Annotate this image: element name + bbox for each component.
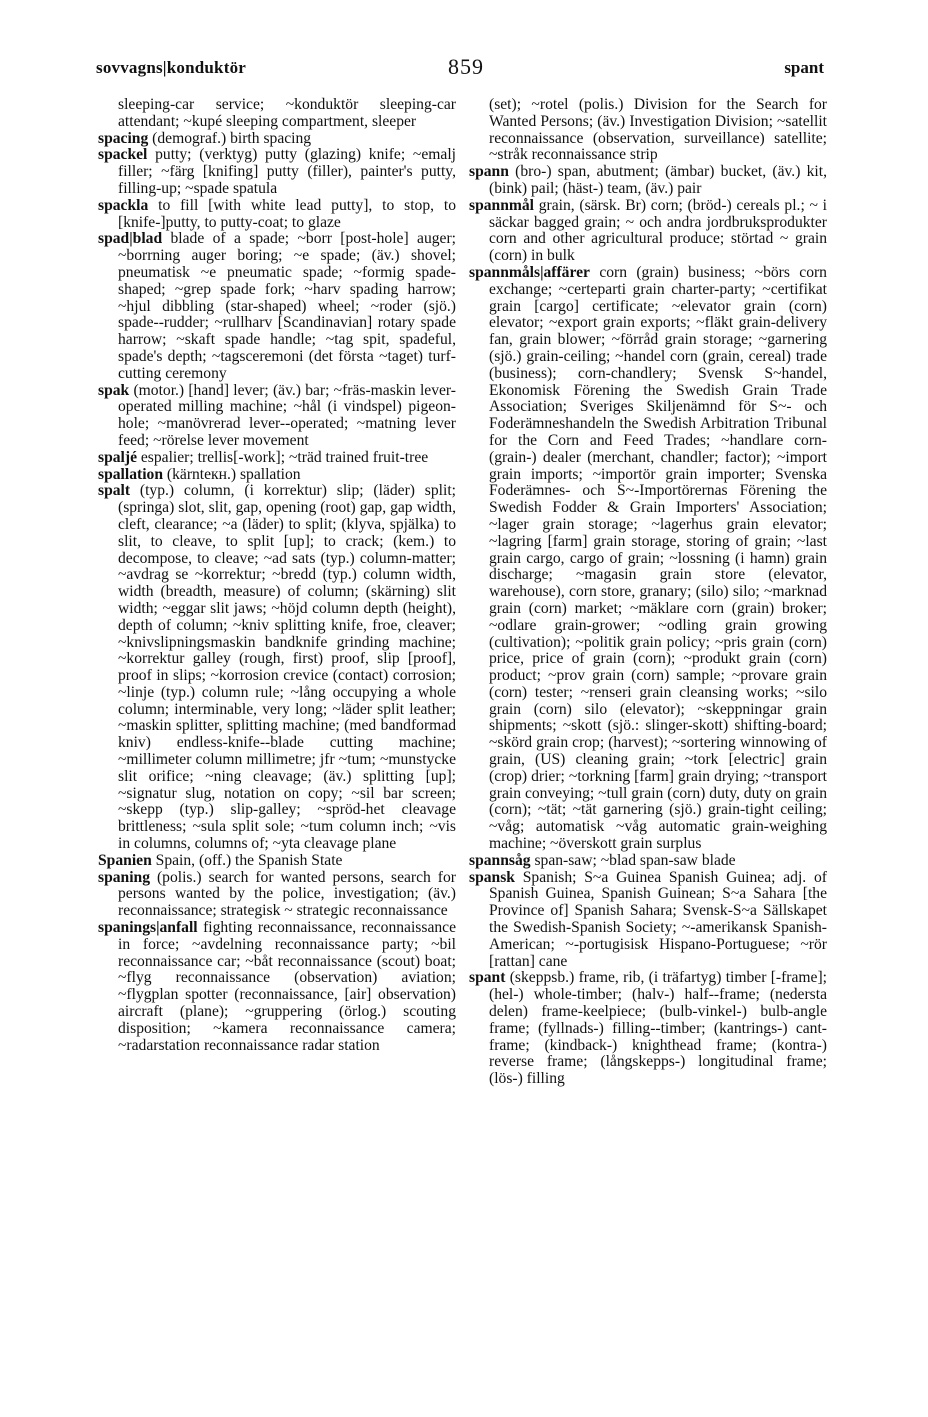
headword: spad|blad	[98, 230, 163, 248]
right-column	[469, 97, 827, 1397]
page-number: 859	[448, 54, 484, 79]
dictionary-entry	[98, 97, 456, 131]
headword: spackel	[98, 146, 148, 164]
entry-text: (skeppsb.) frame, rib, (i träfartyg) timber [-frame]; (hel-) whole-timber; (halv-) half--frame; (nedersta delen) frame-keelpiece; (bulb-vinkel-) bulb-angle frame; (fyllnads-) filling--timber; (kantrings-) cant-frame; (kindback-) knighthead frame; (kontra-) reverse frame; (långskepps-) longitudinal frame; (lös-) filling	[489, 969, 827, 1088]
dictionary-entry	[469, 265, 827, 853]
dictionary-entry	[98, 853, 456, 870]
entry-text: to fill [with white lead putty], to stop, to [knife-]putty, to putty-coat; to glaze	[118, 196, 456, 231]
headword: spalt	[98, 482, 131, 500]
entry-text: putty; (verktyg) putty (glazing) knife; ~emalj filler; ~färg [knifing] putty (filler), painter's putty, filling-up; ~spade spatula	[118, 146, 456, 197]
entry-text: espalier; trellis[-work]; ~träd trained fruit-tree	[140, 448, 429, 466]
dictionary-entry	[98, 450, 456, 467]
headword: spak	[98, 381, 130, 399]
headword: Spanien	[98, 851, 152, 869]
headword: spant	[469, 969, 506, 987]
dictionary-entry	[469, 164, 827, 198]
headword: spaljé	[98, 448, 137, 466]
headword: spansk	[469, 868, 515, 886]
left-column	[98, 97, 456, 1397]
entry-text: fighting reconnaissance, reconnaissance in force; ~avdelning reconnaissance party; ~bil reconnaissance car; ~båt reconnaissance (scout) boat; ~flyg reconnaissance (observation) aviation; ~flygplan spotter (reconnaissance, [air] observation) aircraft (plane); ~gruppering (örlog.) scouting disposition; ~kamera reconnaissance camera; ~radarstation reconnaissance radar station	[118, 919, 456, 1054]
dictionary-entry	[98, 920, 456, 1054]
entry-text: Spain, (off.) the Spanish State	[155, 851, 343, 869]
dictionary-entry	[469, 970, 827, 1088]
headword: spaning	[98, 868, 151, 886]
dictionary-entry	[98, 198, 456, 232]
headword: spanings|anfall	[98, 919, 198, 937]
dictionary-entry	[98, 467, 456, 484]
dictionary-entry	[98, 483, 456, 853]
left-guide-word: sovvagns|konduktör	[96, 58, 247, 77]
headword: spann	[469, 163, 509, 181]
headword: spallation	[98, 465, 163, 483]
dictionary-entry	[98, 147, 456, 197]
entry-text: span-saw; ~blad span-saw blade	[534, 851, 736, 869]
entry-text: (typ.) column, (i korrektur) slip; (läder) split; (springa) slot, slit, gap, opening (root) gap, gap width, cleft, clearance; ~a (läder) to split; (klyva, spjälka) to slit, to cleave, to split [up]; to crack; (kem.) to decompose, to cleave; ~ad sats (typ.) column-matter; ~avdrag se ~korrektur; ~bredd (typ.) column width, width (breadth, measure) of column; (skärning) slit width; ~eggar slit jaws; ~höjd column depth (height), depth of column; ~kniv splitting knife, froe, cleaver; ~knivslipningsmaskin bandknife grinding machine; ~korrektur galley (rough, first) proof, slip [proof], proof in slips; ~korrosion crevice (contact) corrosion; ~linje (typ.) column rule; ~lång occupying a whole column; interminable, very long; ~läder split leather; ~maskin splitter, splitting machine; (med bandformad kniv) endless-knife--blade cutting machine; ~millimeter column millimetre; jfr ~tum; ~munstycke slit orifice; ~ning cleavage; (äv.) splitting [up]; ~signatur slug, notation on copy; ~sil bar screen; ~skepp (typ.) slip-galley; ~spröd-het cleavage brittleness; ~sula split sole; ~tum column inch; ~vis in columns, columns of; ~yta cleavage plane	[118, 482, 456, 853]
entry-text: (set); ~rotel (polis.) Division for the Search for Wanted Persons; (äv.) Investigation Division; ~satellit reconnaissance (observation, surveillance) satellite; ~stråk reconnaissance strip	[489, 97, 827, 164]
dictionary-entry	[469, 97, 827, 164]
entry-text: (bro-) span, abutment; (ämbar) bucket, (äv.) kit, (bink) pail; (häst-) team, (äv.) pair	[489, 163, 827, 197]
dictionary-entry	[98, 870, 456, 920]
entry-text: (polis.) search for wanted persons, search for persons wanted by the police, investigation; (äv.) reconnaissance; strategisk ~ strategic reconnaissance	[118, 868, 456, 920]
dictionary-entry	[98, 131, 456, 148]
dictionary-entry	[469, 198, 827, 265]
dictionary-entry	[469, 870, 827, 971]
entry-text: (kärnteкн.) spallation	[166, 465, 301, 483]
entry-text: sleeping-car service; ~konduktör sleeping-car attendant; ~kupé sleeping compartment, sleeper	[118, 97, 456, 130]
headword: spannmåls|affärer	[469, 263, 590, 281]
entry-text: grain, (särsk. Br) corn; (bröd-) cereals pl.; ~ i säckar bagged grain; ~ och andra jordbruksprodukter corn and other agricultural produce; störtad ~ grain (corn) in bulk	[489, 196, 827, 265]
entry-text: (motor.) [hand] lever; (äv.) bar; ~fräs-maskin lever-operated milling machine; ~hål (i vindspel) pigeon-hole; ~manövrerad lever--operated; ~matning lever feed; ~rörelse lever movement	[118, 381, 456, 449]
headword: spannmål	[469, 196, 535, 214]
dictionary-entry	[469, 853, 827, 870]
headword: spannsåg	[469, 851, 531, 869]
headword: spackla	[98, 196, 149, 214]
right-guide-word: spant	[784, 58, 824, 77]
headword: spacing	[98, 129, 149, 147]
entry-text: blade of a spade; ~borr [post-hole] auger; ~borrning auger boring; ~e spade; (äv.) shovel; pneumatisk ~e pneumatic spade; ~formig spade-shaped; ~grep spade fork; ~harv spading harrow; ~hjul dibbling (star-shaped) wheel; ~roder (sjö.) spade--rudder; ~rullharv [Scandinavian] rotary spade harrow; ~skaft spade handle; ~tag spit, spadeful, spade's depth; ~tagsceremoni (det första ~taget) turf-cutting ceremony	[118, 230, 456, 382]
entry-text: Spanish; S~a Guinea Spanish Guinea; adj. of Spanish Guinea, Spanish Guinean; S~a Sahara [the Province of] Spanish Sahara; Svensk-S~a Sällskapet the Swedish-Spanish Society; ~-amerikansk Spanish-American; ~-portugisisk Hispano-Portuguese; ~rör [rattan] cane	[489, 868, 827, 970]
running-header	[96, 54, 824, 84]
dictionary-entry	[98, 383, 456, 450]
dictionary-entry	[98, 231, 456, 382]
entry-text: (demograf.) birth spacing	[152, 129, 312, 147]
entry-text: corn (grain) business; ~börs corn exchange; ~certeparti grain charter-party; ~certifikat grain [cargo] certificate; ~elevator grain (corn) elevator; ~export grain exports; ~fläkt grain-delivery fan, grain blower; ~förråd grain storage; ~garnering (sjö.) grain-ceiling; ~handel corn (grain, cereal) trade (business); corn-chandlery; Svensk S~handel, Ekonomisk Förening the Swedish Grain Trade Association; Sveriges Skiljenämnd för S~- och Foderämneshandeln the Swedish Arbitration Tribunal for the Corn and Feed Trades; ~handlare corn- (grain-) dealer (merchant, chandler; factor); ~import grain imports; ~importör grain importer; Svenska Foderämnes- och S~-Importörernas Förening the Swedish Fodder & Grain Importers' Association; ~lager grain storage; ~lagerhus grain elevator; ~lagring [farm] grain storage, storing of grain; ~last grain cargo, cargo of grain; ~lossning (i hamn) grain discharge; ~magasin grain store (elevator, warehouse), corn store, granary; (silo) silo; ~marknad grain (corn) market; ~mäklare corn (grain) broker; ~odlare grain-grower; ~odling grain growing (cultivation); ~politik grain policy; ~pris grain (corn) price, price of grain (corn); ~produkt grain (corn) product; ~prov grain (corn) sample; ~provare grain (corn) tester; ~renseri grain cleansing works; ~silo grain (corn) silo (elevator); ~skeppningar grain shipments; ~skott (sjö.: slinger-skott) shifting-board; ~skörd grain crop; (harvest); ~sortering winnowing of grain, (US) cleaning grain; ~tork [electric] grain (crop) drier; ~torkning [farm] grain drying; ~transport grain conveying; ~tull grain (corn) duty, duty on grain (corn); ~tät; ~tät garnering (sjö.) grain-tight ceiling; ~våg; automatisk ~våg automatic grain-weighing machine; ~överskott grain surplus	[489, 263, 827, 853]
